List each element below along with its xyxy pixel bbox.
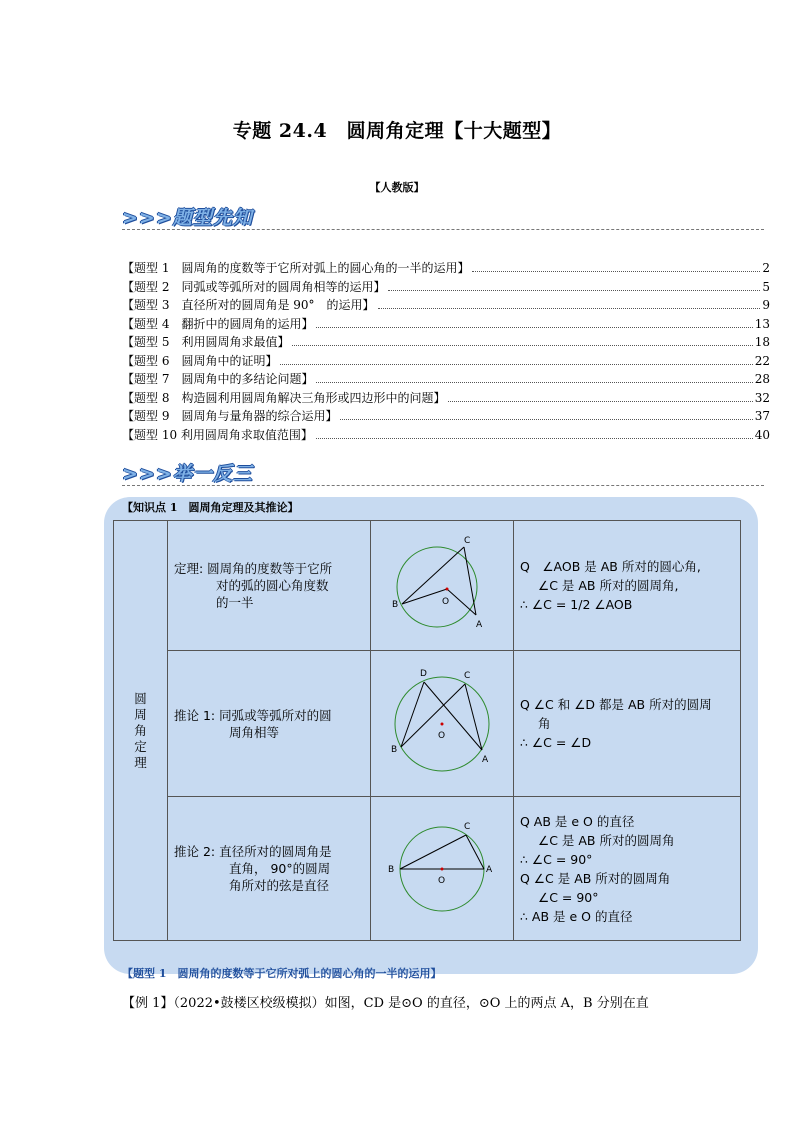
theorem-statement: 定理: 圆周角的度数等于它所 对的弧的圆心角度数 的一半 — [168, 521, 371, 651]
toc-page-number: 32 — [754, 390, 770, 405]
toc-entry[interactable] — [122, 389, 770, 408]
divider — [122, 485, 764, 486]
toc-entry[interactable] — [122, 370, 770, 389]
toc-entry-label: 【题型 9 圆周角与量角器的综合运用】 — [122, 409, 338, 423]
toc-leader — [292, 345, 752, 346]
toc-entry[interactable] — [122, 278, 770, 297]
point-b-label: B — [392, 600, 399, 610]
point-o-label: O — [442, 597, 450, 607]
toc-entry[interactable] — [122, 426, 770, 445]
toc-page-number: 13 — [754, 316, 770, 331]
corollary2-statement: 推论 2: 直径所对的圆周角是 直角， 90°的圆周 角所对的弦是直径 — [168, 797, 371, 941]
toc-leader — [340, 419, 752, 420]
toc-entry-label: 【题型 3 直径所对的圆周角是 90° 的运用】 — [122, 298, 375, 312]
toc-page-number: 2 — [762, 261, 770, 275]
point-d-label: D — [420, 669, 427, 679]
point-o-label: O — [438, 876, 446, 886]
toc-entry-label: 【题型 8 构造圆利用圆周角解决三角形或四边形中的问题】 — [122, 390, 446, 405]
point-c-label: C — [464, 536, 471, 546]
point-a-label: A — [476, 620, 483, 630]
point-o-label: O — [438, 731, 446, 741]
toc-page-number: 5 — [762, 279, 770, 294]
toc-page-number: 37 — [754, 409, 770, 423]
point-a-label: A — [486, 865, 493, 875]
toc-leader — [448, 401, 752, 402]
toc-entry-label: 【题型 5 利用圆周角求最值】 — [122, 335, 290, 349]
toc-page-number: 28 — [754, 372, 770, 386]
divider — [122, 229, 764, 230]
toc-page-number: 40 — [754, 427, 770, 442]
toc-entry[interactable] — [122, 296, 770, 315]
theorem-table — [113, 520, 741, 941]
point-b-label: B — [388, 865, 395, 875]
point-c-label: C — [464, 822, 471, 832]
toc-entry-label: 【题型 10 利用圆周角求取值范围】 — [122, 427, 313, 442]
toc-entry-label: 【题型 6 圆周角中的证明】 — [122, 353, 278, 368]
toc-leader — [316, 382, 752, 383]
banner-practice: >>>举一反三 — [122, 463, 253, 485]
example-1-text: 【例 1】（2022•鼓楼区校级模拟）如图，CD 是⊙O 的直径，⊙O 上的两点 A，B 分别在直 — [122, 996, 649, 1011]
toc-entry[interactable] — [122, 352, 770, 371]
toc-leader — [280, 364, 752, 365]
toc-entry-label: 【题型 7 圆周角中的多结论问题】 — [122, 372, 314, 386]
knowledge-title: 【知识点 1 圆周角定理及其推论】 — [122, 501, 299, 514]
toc-entry[interactable] — [122, 333, 770, 352]
toc-leader — [316, 438, 753, 439]
figure-corollary2 — [371, 797, 514, 941]
toc-page-number: 9 — [762, 298, 770, 312]
point-c-label: C — [464, 671, 471, 681]
toc-entry[interactable] — [122, 259, 770, 278]
toc-page-number: 18 — [754, 335, 770, 349]
banner-preview: >>>题型先知 — [122, 207, 253, 229]
toc-entry[interactable] — [122, 407, 770, 426]
toc-leader — [316, 327, 752, 328]
toc-page-number: 22 — [754, 353, 770, 368]
toc-entry-label: 【题型 4 翻折中的圆周角的运用】 — [122, 316, 314, 331]
point-a-label: A — [482, 755, 489, 765]
figure-theorem — [371, 521, 514, 651]
toc-leader — [388, 290, 760, 291]
corollary1-statement: 推论 1: 同弧或等弧所对的圆 周角相等 — [168, 651, 371, 797]
corollary2-proof: Q AB 是 e O 的直径 ∠C 是 AB 所对的圆周角 ∴ ∠C = 90° Q ∠C 是 AB 所对的圆周角 ∠C = 90° ∴ AB 是 e O 的直径 — [514, 797, 741, 941]
toc-leader — [472, 271, 760, 272]
corollary1-proof: Q ∠C 和 ∠D 都是 AB 所对的圆周 角 ∴ ∠C = ∠D — [514, 651, 741, 797]
side-label: 圆 周 角 定 理 — [114, 521, 168, 941]
figure-corollary1 — [371, 651, 514, 797]
page-title: 专题 24.4 圆周角定理【十大题型】 — [232, 120, 562, 142]
point-b-label: B — [391, 745, 398, 755]
toc-entry-label: 【题型 2 同弧或等弧所对的圆周角相等的运用】 — [122, 279, 386, 294]
theorem-proof: Q ∠AOB 是 AB 所对的圆心角, ∠C 是 AB 所对的圆周角, ∴ ∠C = 1/2 ∠AOB — [514, 521, 741, 651]
edition-label: 【人教版】 — [369, 181, 425, 194]
section-heading-type1: 【题型 1 圆周角的度数等于它所对弧上的圆心角的一半的运用】 — [122, 967, 442, 980]
toc-leader — [378, 308, 760, 309]
table-of-contents — [122, 259, 770, 444]
toc-entry-label: 【题型 1 圆周角的度数等于它所对弧上的圆心角的一半的运用】 — [122, 261, 470, 275]
toc-entry[interactable] — [122, 315, 770, 334]
